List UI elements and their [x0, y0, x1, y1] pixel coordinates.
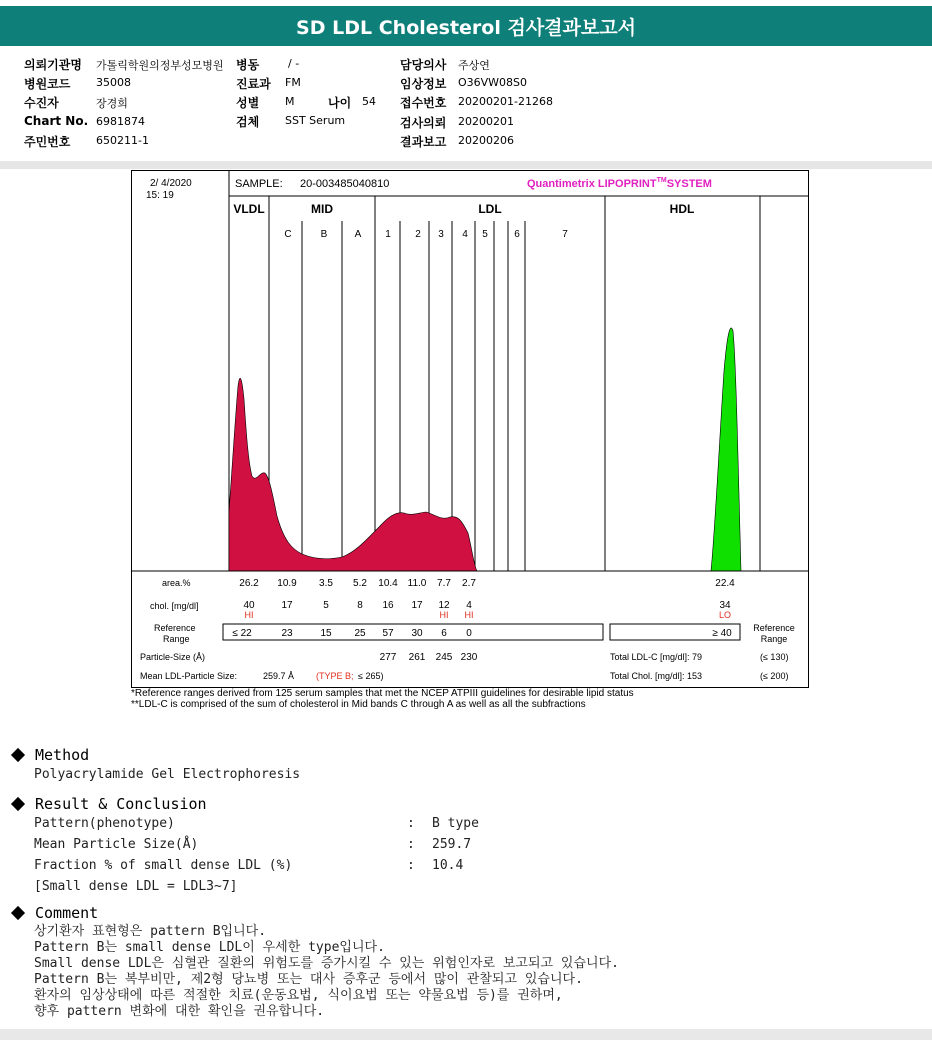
report-title: SD LDL Cholesterol 검사결과보고서: [0, 6, 932, 46]
flag-row: [245, 610, 732, 620]
comment-line: Pattern B는 small dense LDL이 우세한 type입니다.: [34, 940, 385, 955]
ref-label-1: Reference: [154, 623, 196, 633]
group-vldl: VLDL: [233, 202, 265, 216]
patient-info: [24, 54, 904, 154]
institution-value: 가톨릭학원의정부성모병원: [96, 59, 224, 72]
profile-trace: [229, 378, 477, 571]
hospital-code-value: 35008: [96, 76, 131, 89]
doctor-label: 담당의사: [400, 58, 447, 72]
result-value-pattern: B type: [432, 816, 479, 831]
mean-size-value: 259.7 Å: [263, 671, 295, 681]
group-ldl: LDL: [478, 202, 502, 216]
result-title: Result & Conclusion: [35, 795, 207, 813]
footnote-2: **LDL-C is comprised of the sum of cholesterol in Mid bands C through A as well as all the subfractions: [131, 699, 586, 710]
chol-1: 16: [382, 600, 394, 611]
method-title: Method: [35, 746, 90, 764]
ref-hdl: ≥ 40: [712, 628, 732, 639]
flag-hdl: LO: [718, 610, 732, 620]
bullet-diamond-icon: [11, 797, 25, 811]
chart-no-label: Chart No.: [24, 114, 89, 128]
comment-section: [10, 904, 619, 1020]
group-hdl: HDL: [669, 202, 695, 216]
bullet-diamond-icon: [11, 906, 25, 920]
doctor-value: 주상연: [458, 59, 490, 72]
size-3: 245: [435, 652, 453, 663]
band-5: 5: [482, 229, 488, 240]
comment-title: Comment: [35, 904, 99, 922]
footnotes: [131, 688, 831, 710]
chol-2: 17: [411, 600, 423, 611]
result-value-fraction: 10.4: [432, 858, 464, 873]
chol-c: 17: [281, 600, 293, 611]
specimen-label: 검체: [236, 115, 260, 129]
age-value: 54: [362, 95, 376, 108]
receipt-value: 20200201-21268: [458, 95, 553, 108]
flag-vldl: HI: [244, 610, 254, 620]
result-sep: :: [407, 858, 415, 873]
chol-a: 8: [357, 600, 363, 611]
type-ref: ≤ 265): [358, 671, 384, 681]
result-note: [Small dense LDL = LDL3~7]: [34, 879, 238, 894]
comment-line: Pattern B는 복부비만, 제2형 당뇨병 또는 대사 증후군 등에서 많이 관찰되고 있습니다.: [34, 972, 583, 987]
patient-value: 장경희: [96, 97, 128, 110]
chol-hdl: 34: [719, 600, 731, 611]
result-label-size: Mean Particle Size(Å): [34, 837, 199, 852]
size-2: 261: [408, 652, 426, 663]
area-3: 7.7: [437, 578, 451, 589]
result-sep: :: [407, 837, 415, 852]
band-7: 7: [562, 229, 568, 240]
hospital-code-label: 병원코드: [24, 77, 71, 91]
sex-label: 성별: [236, 96, 260, 110]
ref-vldl: ≤ 22: [232, 628, 252, 639]
method-text: Polyacrylamide Gel Electrophoresis: [34, 767, 301, 782]
area-row: [239, 578, 735, 589]
receipt-label: 접수번호: [400, 96, 447, 110]
result-value-size: 259.7: [432, 837, 472, 852]
chart-no-value: 6981874: [96, 115, 145, 128]
ref-4: 0: [466, 628, 472, 639]
chol-vldl: 40: [243, 600, 255, 611]
sample-label: SAMPLE:: [235, 178, 283, 190]
ref-1: 57: [382, 628, 394, 639]
specimen-value: SST Serum: [285, 114, 346, 127]
total-chol-ref: (≤ 200): [760, 671, 789, 681]
result-label-pattern: Pattern(phenotype): [34, 816, 175, 831]
band-4: 4: [462, 229, 468, 240]
comment-line: 상기환자 표현형은 pattern B입니다.: [34, 924, 267, 939]
flag-ldl4: HI: [464, 610, 474, 620]
brand-name: Quantimetrix LIPOPRINT™SYSTEM: [527, 177, 712, 190]
size-4: 230: [460, 652, 478, 663]
band-c: C: [284, 229, 292, 240]
bottom-scroll-area[interactable]: [0, 1029, 932, 1040]
comment-line: Small dense LDL은 심혈관 질환의 위험도를 증가시킬 수 있는 위험인자로 보고되고 있습니다.: [34, 956, 619, 971]
area-b: 3.5: [319, 578, 333, 589]
ref-right-2: Range: [760, 634, 788, 644]
band-6: 6: [514, 229, 520, 240]
id-value: 650211-1: [96, 134, 149, 147]
comment-line: 향후 pattern 변화에 대한 확인을 권유합니다.: [34, 1004, 325, 1019]
clinical-label: 임상정보: [400, 77, 447, 91]
total-ldl: Total LDL-C [mg/dl]: 79: [610, 652, 703, 662]
chol-label: chol. [mg/dl]: [150, 601, 199, 611]
band-a: A: [354, 229, 362, 240]
sex-value: M: [285, 95, 295, 108]
chol-row: [243, 600, 731, 611]
ref-a: 25: [354, 628, 366, 639]
sample-id: 20-003485040810: [300, 178, 390, 190]
ref-b: 15: [320, 628, 332, 639]
request-label: 검사의뢰: [400, 116, 447, 130]
band-1: 1: [385, 229, 391, 240]
area-hdl: 22.4: [715, 578, 735, 589]
area-4: 2.7: [462, 578, 476, 589]
size-label: Particle-Size (Å): [140, 652, 206, 662]
method-section: [10, 746, 300, 782]
ref-label-2: Range: [163, 634, 190, 644]
dept-label: 진료과: [236, 77, 271, 91]
result-table: [34, 816, 534, 900]
hdl-peak: [711, 328, 741, 571]
ref-3: 6: [441, 628, 447, 639]
area-vldl: 26.2: [239, 578, 259, 589]
run-time: 15: 19: [146, 190, 174, 201]
run-date: 2/ 4/2020: [150, 178, 192, 189]
comment-body: [34, 924, 619, 1020]
mean-size-label: Mean LDL-Particle Size:: [140, 671, 238, 681]
type-label: (TYPE B;: [316, 671, 354, 681]
chol-b: 5: [323, 600, 329, 611]
dept-value: FM: [285, 76, 301, 89]
result-sep: :: [407, 816, 415, 831]
report-date-value: 20200206: [458, 134, 514, 147]
clinical-value: O36VW08S0: [458, 76, 528, 89]
area-2: 11.0: [407, 578, 427, 589]
id-label: 주민번호: [24, 135, 71, 149]
report-date-label: 결과보고: [400, 135, 447, 149]
chol-4: 4: [466, 600, 472, 611]
area-label: area.%: [162, 578, 191, 588]
result-section: [10, 795, 534, 900]
area-a: 5.2: [353, 578, 367, 589]
ref-2: 30: [411, 628, 423, 639]
ref-c: 23: [281, 628, 293, 639]
bullet-diamond-icon: [11, 748, 25, 762]
ward-value: / -: [288, 57, 300, 70]
comment-line: 환자의 임상상태에 따른 적절한 치료(운동요법, 식이요법 또는 약물요법 등)를 권하며,: [34, 988, 563, 1003]
total-ldl-ref: (≤ 130): [760, 652, 789, 662]
size-1: 277: [379, 652, 397, 663]
area-c: 10.9: [277, 578, 297, 589]
divider: [0, 161, 932, 169]
request-value: 20200201: [458, 115, 514, 128]
group-mid: MID: [311, 202, 333, 216]
age-label: 나이: [328, 96, 352, 110]
size-row: [380, 652, 478, 663]
footnote-1: *Reference ranges derived from 125 serum samples that met the NCEP ATPIII guidelines for desirable lipid status: [131, 688, 634, 699]
ref-row: [232, 628, 732, 639]
band-2: 2: [415, 229, 421, 240]
band-b: B: [320, 229, 328, 240]
lipoprint-report: [131, 170, 809, 688]
area-1: 10.4: [378, 578, 398, 589]
patient-label: 수진자: [24, 96, 59, 110]
chol-3: 12: [438, 600, 450, 611]
institution-label: 의뢰기관명: [24, 58, 82, 72]
ref-right-1: Reference: [753, 623, 795, 633]
flag-ldl3: HI: [439, 610, 449, 620]
result-label-fraction: Fraction % of small dense LDL (%): [34, 858, 293, 873]
band-3: 3: [438, 229, 444, 240]
ward-label: 병동: [236, 58, 260, 72]
total-chol: Total Chol. [mg/dl]: 153: [610, 671, 703, 681]
